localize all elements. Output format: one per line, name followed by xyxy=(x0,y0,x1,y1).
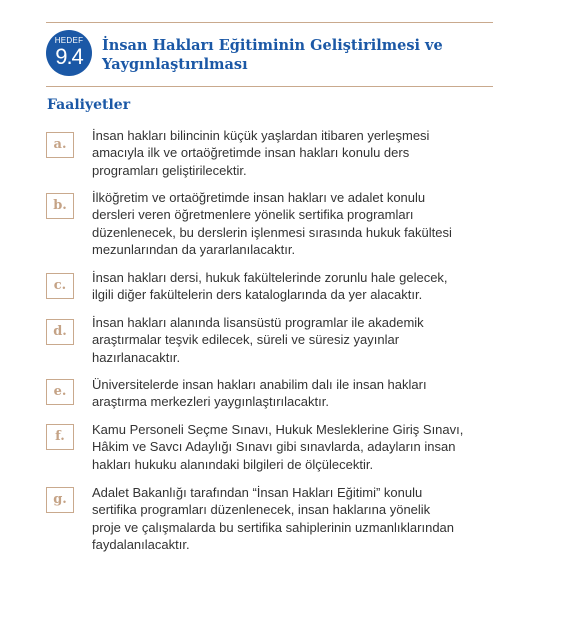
item-line: hazırlanacaktır. xyxy=(92,349,181,365)
goal-badge xyxy=(46,30,92,76)
item-line: faydalanılacaktır. xyxy=(92,537,190,553)
item-letter-box: f. xyxy=(46,424,74,450)
item-line: programları geliştirilecektir. xyxy=(92,162,247,178)
item-line: dersleri veren öğretmenlere yönelik sertifika programları xyxy=(92,207,414,223)
item-letter-box: e. xyxy=(46,379,74,405)
item-letter-box: b. xyxy=(46,193,74,219)
title-line-1: İnsan Hakları Eğitiminin Geliştirilmesi ve xyxy=(102,37,443,54)
item-text xyxy=(92,269,502,304)
item-line: ilgili diğer fakültelerin ders kataloglarında da yer alacaktır. xyxy=(92,287,423,303)
item-text xyxy=(92,189,502,259)
item-letter-box: d. xyxy=(46,319,74,345)
item-line: İnsan hakları dersi, hukuk fakültelerinde zorunlu hale gelecek, xyxy=(92,270,448,285)
item-text xyxy=(92,314,502,366)
item-letter-box: g. xyxy=(46,487,74,513)
item-line: sertifika programları düzenlenecek, insan haklarına yönelik xyxy=(92,502,431,518)
item-line: düzenlenecek, bu derslerin işlenmesi sırasında hukuk fakültesi xyxy=(92,224,452,240)
header-top-rule xyxy=(46,22,493,23)
item-line: Kamu Personeli Seçme Sınavı, Hukuk Mesleklerine Giriş Sınavı, xyxy=(92,422,464,437)
item-line: Adalet Bakanlığı tarafından “İnsan Hakları Eğitimi” konulu xyxy=(92,485,423,500)
item-letter-box: a. xyxy=(46,132,74,158)
item-line: İnsan hakları alanında lisansüstü programlar ile akademik xyxy=(92,315,424,330)
item-line: Üniversitelerde insan hakları anabilim dalı ile insan hakları xyxy=(92,377,427,392)
item-line: Hâkim ve Savcı Adaylığı Sınavı gibi sınavlarda, adayların insan xyxy=(92,439,456,455)
item-text xyxy=(92,421,502,473)
item-letter-box: c. xyxy=(46,273,74,299)
item-text xyxy=(92,376,502,411)
item-line: mezunlarından da yararlanılacaktır. xyxy=(92,242,296,258)
badge-label: HEDEF xyxy=(54,36,84,45)
header-bottom-rule xyxy=(46,86,493,87)
item-line: araştırma merkezleri yaygınlaştırılacaktır. xyxy=(92,394,329,410)
page-title xyxy=(102,36,492,74)
title-line-2: Yaygınlaştırılması xyxy=(102,56,248,73)
item-line: hakları hukuku alanındaki bilgileri de ölçülecektir. xyxy=(92,456,374,472)
item-text xyxy=(92,484,502,554)
item-line: İnsan hakları bilincinin küçük yaşlardan itibaren yerleşmesi xyxy=(92,128,430,143)
item-line: proje ve çalışmalarda bu sertifika sahiplerinin uzmanlıklarından xyxy=(92,519,455,535)
item-text xyxy=(92,127,502,179)
badge-number: 9.4 xyxy=(55,44,83,69)
item-line: İlköğretim ve ortaöğretimde insan hakları ve adalet konulu xyxy=(92,190,426,205)
item-line: araştırmalar teşvik edilecek, süreli ve süresiz yayınlar xyxy=(92,332,400,348)
item-line: amacıyla ilk ve ortaöğretimde insan hakları konulu ders xyxy=(92,145,410,161)
section-heading: Faaliyetler xyxy=(47,97,131,113)
